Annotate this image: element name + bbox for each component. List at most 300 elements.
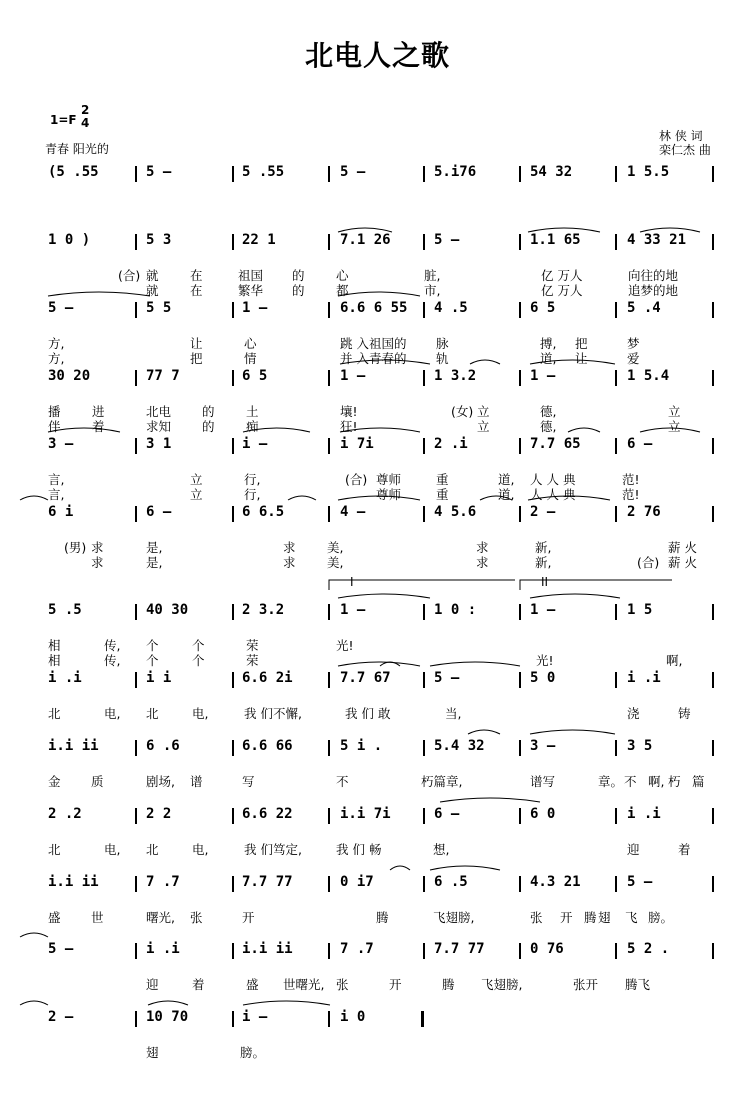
measure: 5.4 32 — [434, 738, 485, 754]
lyric-syllable: 谱写 — [530, 774, 556, 789]
barline — [519, 234, 521, 250]
lyric-syllable: 求 — [283, 555, 296, 570]
measure: 5 — — [434, 670, 460, 686]
measure: 1 5 — [627, 602, 653, 618]
measure: i.i ii — [48, 874, 99, 890]
barline — [135, 808, 137, 824]
measure: 5 — — [627, 874, 653, 890]
measure: 1 5.5 — [627, 164, 670, 180]
lyric-syllable: 荣 — [246, 638, 259, 653]
barline — [328, 876, 330, 892]
barline — [519, 604, 521, 620]
barline — [519, 943, 521, 959]
barline — [712, 808, 714, 824]
barline — [232, 438, 234, 454]
lyric-syllable: 电, — [104, 706, 121, 721]
measure: i .i — [627, 670, 661, 686]
measure: 5 .55 — [242, 164, 285, 180]
lyric-syllable: 铸 — [678, 706, 691, 721]
slur — [440, 798, 540, 802]
lyric-syllable: 土 — [246, 404, 259, 419]
barline — [232, 876, 234, 892]
lyric-syllable: 言, — [48, 487, 65, 502]
barline — [232, 234, 234, 250]
barline — [615, 302, 617, 318]
measure: 40 30 — [146, 602, 189, 618]
lyricist-credit: 林 侠 词 — [659, 129, 703, 143]
barline — [135, 672, 137, 688]
notation-row — [0, 300, 755, 322]
slur — [20, 933, 48, 937]
measure: 2 2 — [146, 806, 172, 822]
lyric-syllable: 谱 — [190, 774, 203, 789]
lyric-syllable: 朽 — [668, 774, 681, 789]
measure: 5 3 — [146, 232, 172, 248]
measure: 6.6 2i — [242, 670, 293, 686]
lyric-syllable: 翅 — [598, 910, 611, 925]
lyric-syllable: 壤! — [340, 404, 358, 419]
barline — [328, 808, 330, 824]
lyric-syllable: 立 — [477, 404, 490, 419]
lyric-syllable: 开 — [560, 910, 573, 925]
lyric-line — [0, 840, 755, 856]
lyric-line — [0, 553, 755, 569]
barline — [135, 438, 137, 454]
measure: 5.i76 — [434, 164, 477, 180]
lyric-line — [0, 1043, 755, 1059]
barline — [423, 740, 425, 756]
slur — [390, 866, 410, 870]
notation-row — [0, 738, 755, 760]
lyric-syllable: 在 — [190, 283, 203, 298]
lyric-syllable: 求 — [91, 555, 104, 570]
volta-1-bracket — [329, 580, 515, 590]
lyric-syllable: 道, — [498, 487, 515, 502]
measure: 6 5 — [530, 300, 556, 316]
barline — [135, 370, 137, 386]
lyric-syllable: 电, — [192, 706, 209, 721]
lyric-syllable: 个 — [146, 638, 159, 653]
barline — [328, 302, 330, 318]
measure: 4 33 21 — [627, 232, 687, 248]
measure: 5 — — [48, 941, 74, 957]
measure: 6.6 66 — [242, 738, 293, 754]
barline — [232, 740, 234, 756]
lyric-syllable: 求 — [283, 540, 296, 555]
measure: 2 .2 — [48, 806, 82, 822]
lyric-syllable: 飞翅膀, — [481, 977, 523, 992]
lyric-syllable: 张 — [336, 977, 349, 992]
measure: 7.7 77 — [242, 874, 293, 890]
measure: 3 5 — [627, 738, 653, 754]
lyric-syllable: 伴 — [48, 419, 61, 434]
measure: 6 5 — [242, 368, 268, 384]
lyric-syllable: 求 — [476, 540, 489, 555]
lyric-syllable: 让 — [190, 336, 203, 351]
lyric-syllable: 章。 — [598, 774, 624, 789]
barline — [328, 506, 330, 522]
lyric-syllable: 腾 — [442, 977, 455, 992]
measure: i — — [242, 436, 268, 452]
notation-row — [0, 941, 755, 963]
measure: 5 2 . — [627, 941, 670, 957]
volta-2-label: II — [541, 575, 549, 589]
barline — [328, 438, 330, 454]
lyric-syllable: 光! — [536, 653, 554, 668]
measure: 5 .4 — [627, 300, 661, 316]
lyric-syllable: 开 — [389, 977, 402, 992]
lyric-syllable: 德, — [540, 419, 557, 434]
lyric-syllable: 心 — [336, 268, 349, 283]
lyric-syllable: 都 — [336, 283, 349, 298]
measure: i .i — [627, 806, 661, 822]
measure: 5 0 — [530, 670, 556, 686]
lyric-syllable: 世 — [91, 910, 104, 925]
barline — [423, 302, 425, 318]
lyric-syllable: 人 人 典 — [530, 472, 576, 487]
lyric-syllable: 情 — [244, 351, 257, 366]
barline — [615, 740, 617, 756]
lyric-syllable: 人 人 典 — [530, 487, 576, 502]
slur — [430, 866, 500, 870]
measure: 1 — — [340, 602, 366, 618]
measure: 1 — — [530, 368, 556, 384]
measure: (5 .55 — [48, 164, 99, 180]
lyric-syllable: 梦 — [627, 336, 640, 351]
measure: 6 0 — [530, 806, 556, 822]
slur — [530, 594, 620, 598]
measure: 1 0 : — [434, 602, 477, 618]
barline — [519, 166, 521, 182]
lyric-syllable: 薪 火 — [668, 555, 697, 570]
measure: 2 — — [48, 1009, 74, 1025]
lyric-syllable: 祖国 — [238, 268, 264, 283]
measure: i — — [242, 1009, 268, 1025]
lyric-syllable: 写 — [242, 774, 255, 789]
lyric-syllable: 北 — [48, 842, 61, 857]
measure: 4 .5 — [434, 300, 468, 316]
barline — [712, 672, 714, 688]
barline — [423, 166, 425, 182]
lyric-syllable: 狂! — [340, 419, 358, 434]
barline — [232, 302, 234, 318]
barline — [519, 808, 521, 824]
barline — [423, 876, 425, 892]
notation-row — [0, 806, 755, 828]
lyric-syllable: 心 — [244, 336, 257, 351]
lyric-syllable: 进 — [92, 404, 105, 419]
lyric-syllable: 搏, — [540, 336, 557, 351]
lyric-syllable: 迎 — [146, 977, 159, 992]
lyric-syllable: 飞 — [625, 910, 638, 925]
measure: 6.6 22 — [242, 806, 293, 822]
barline — [712, 438, 714, 454]
measure: 5 — — [340, 164, 366, 180]
barline — [232, 808, 234, 824]
lyric-syllable: 方, — [48, 351, 65, 366]
measure: 7.7 65 — [530, 436, 581, 452]
notation-row — [0, 164, 755, 186]
lyric-syllable: 追梦的地 — [628, 283, 679, 298]
lyric-line — [0, 538, 755, 554]
barline — [519, 302, 521, 318]
lyric-syllable: 痴 — [246, 419, 259, 434]
lyric-syllable: 张 — [190, 910, 203, 925]
lyric-line — [0, 485, 755, 501]
lyric-syllable: 我 们不懈, — [244, 706, 302, 721]
measure: i.i 7i — [340, 806, 391, 822]
lyric-syllable: 我 们笃定, — [244, 842, 302, 857]
measure: 10 70 — [146, 1009, 189, 1025]
lyric-syllable: 范! — [622, 472, 640, 487]
lyric-syllable: 盛 — [246, 977, 259, 992]
barline — [615, 808, 617, 824]
barline — [423, 604, 425, 620]
lyric-syllable: 的 — [292, 283, 305, 298]
lyric-syllable: 不 — [336, 774, 349, 789]
measure: 3 1 — [146, 436, 172, 452]
tempo-marking: 青春 阳光的 — [45, 142, 109, 156]
lyric-syllable: 新, — [535, 555, 552, 570]
lyric-syllable: 亿 万人 — [541, 268, 583, 283]
measure: 2 — — [530, 504, 556, 520]
lyric-syllable: 道, — [498, 472, 515, 487]
barline — [615, 438, 617, 454]
lyric-syllable: 立 — [190, 487, 203, 502]
barline — [328, 740, 330, 756]
lyric-syllable: 电, — [104, 842, 121, 857]
barline — [328, 370, 330, 386]
lyric-syllable: 传, — [104, 653, 121, 668]
lyric-syllable: 立 — [668, 419, 681, 434]
barline — [712, 943, 714, 959]
lyric-syllable: 着 — [678, 842, 691, 857]
notation-row — [0, 874, 755, 896]
lyric-syllable: 个 — [192, 638, 205, 653]
lyric-syllable: 迎 — [627, 842, 640, 857]
measure: 4 5.6 — [434, 504, 477, 520]
lyric-syllable: 求知 — [146, 419, 172, 434]
barline — [519, 370, 521, 386]
lyric-syllable: 膀。 — [648, 910, 674, 925]
lyric-syllable: 的 — [292, 268, 305, 283]
lyric-syllable: 张开 — [573, 977, 599, 992]
lyric-line — [0, 349, 755, 365]
lyric-syllable: 求 — [476, 555, 489, 570]
lyric-syllable: 立 — [190, 472, 203, 487]
lyric-syllable: 翅 — [146, 1045, 159, 1060]
barline — [328, 166, 330, 182]
barline — [423, 370, 425, 386]
measure: 1 0 ) — [48, 232, 91, 248]
lyric-syllable: 个 — [192, 653, 205, 668]
slur — [243, 1001, 330, 1005]
lyric-syllable: 求 — [91, 540, 104, 555]
measure: 5 — — [146, 164, 172, 180]
lyric-syllable: 向往的地 — [628, 268, 679, 283]
lyric-syllable: (合) — [118, 268, 141, 283]
lyric-syllable: 新, — [535, 540, 552, 555]
lyric-syllable: 膀。 — [240, 1045, 266, 1060]
lyric-syllable: 荣 — [246, 653, 259, 668]
barline — [135, 876, 137, 892]
lyric-syllable: 就 — [146, 283, 159, 298]
lyric-syllable: 篇 — [692, 774, 705, 789]
volta-1-label: I — [350, 575, 354, 589]
time-signature-numerator: 2 — [81, 103, 90, 117]
lyric-syllable: (合) — [637, 555, 660, 570]
barline — [423, 672, 425, 688]
composer-credit: 栾仁杰 曲 — [659, 143, 711, 157]
lyric-syllable: 质 — [91, 774, 104, 789]
measure: 1 — — [530, 602, 556, 618]
measure: 6 .5 — [434, 874, 468, 890]
lyric-line — [0, 704, 755, 720]
barline — [615, 876, 617, 892]
measure: 7.7 77 — [434, 941, 485, 957]
lyric-syllable: 传, — [104, 638, 121, 653]
lyric-syllable: 的 — [202, 404, 215, 419]
barline — [423, 506, 425, 522]
measure: 5 5 — [146, 300, 172, 316]
lyric-syllable: 是, — [146, 555, 163, 570]
barline — [615, 604, 617, 620]
lyric-syllable: 曙光, — [146, 910, 175, 925]
lyric-syllable: 剧场, — [146, 774, 175, 789]
barline — [328, 672, 330, 688]
lyric-syllable: 着 — [92, 419, 105, 434]
measure: i .i — [48, 670, 82, 686]
measure: 5 i . — [340, 738, 383, 754]
barline — [519, 740, 521, 756]
lyric-syllable: 道, — [540, 351, 557, 366]
lyric-syllable: 当, — [445, 706, 462, 721]
barline — [232, 604, 234, 620]
lyric-syllable: 光! — [336, 638, 354, 653]
lyric-syllable: 张 — [530, 910, 543, 925]
measure: 5 .5 — [48, 602, 82, 618]
lyric-syllable: 北 — [146, 706, 159, 721]
lyric-syllable: 繁华 — [238, 283, 264, 298]
barline — [135, 302, 137, 318]
lyric-line — [0, 266, 755, 282]
measure: 6 i — [48, 504, 74, 520]
barline — [423, 943, 425, 959]
measure: i 7i — [340, 436, 374, 452]
measure: 6 — — [146, 504, 172, 520]
barline — [232, 1011, 234, 1027]
barline — [328, 234, 330, 250]
measure: 7.1 26 — [340, 232, 391, 248]
lyric-syllable: 是, — [146, 540, 163, 555]
slur — [338, 594, 430, 598]
measure: 22 1 — [242, 232, 276, 248]
lyric-syllable: 把 — [190, 351, 203, 366]
barline — [328, 1011, 330, 1027]
lyric-syllable: 啊, — [648, 774, 665, 789]
lyric-syllable: 重 — [436, 472, 449, 487]
lyric-syllable: 范! — [622, 487, 640, 502]
barline — [423, 808, 425, 824]
measure: 1 3.2 — [434, 368, 477, 384]
barline — [712, 370, 714, 386]
measure: 1 5.4 — [627, 368, 670, 384]
measure: i 0 — [340, 1009, 366, 1025]
key-signature — [50, 113, 77, 127]
lyric-syllable: 金 — [48, 774, 61, 789]
lyric-syllable: 并 入青春的 — [340, 351, 407, 366]
lyric-syllable: 北 — [48, 706, 61, 721]
lyric-line — [0, 651, 755, 667]
lyric-syllable: 把 — [575, 336, 588, 351]
lyric-syllable: 朽篇章, — [421, 774, 463, 789]
barline — [712, 234, 714, 250]
lyric-syllable: 想, — [433, 842, 450, 857]
slur — [468, 730, 500, 734]
slur — [530, 730, 615, 734]
lyric-syllable: (男) — [64, 540, 87, 555]
slur — [20, 1001, 48, 1005]
lyric-line — [0, 402, 755, 418]
lyric-syllable: 言, — [48, 472, 65, 487]
measure: 6 .6 — [146, 738, 180, 754]
lyric-syllable: 薪 火 — [668, 540, 697, 555]
lyric-line — [0, 975, 755, 991]
lyric-line — [0, 470, 755, 486]
lyric-syllable: (女) — [451, 404, 474, 419]
lyric-syllable: 我 们 敢 — [345, 706, 391, 721]
measure: 5 — — [434, 232, 460, 248]
measure: 2 76 — [627, 504, 661, 520]
lyric-syllable: 我 们 畅 — [336, 842, 382, 857]
barline — [615, 943, 617, 959]
measure: 4.3 21 — [530, 874, 581, 890]
measure: 5 — — [48, 300, 74, 316]
barline — [615, 506, 617, 522]
lyric-syllable: 北 — [146, 842, 159, 857]
measure: 0 i7 — [340, 874, 374, 890]
measure: i .i — [146, 941, 180, 957]
barline — [519, 876, 521, 892]
lyric-line — [0, 334, 755, 350]
measure: 6 6.5 — [242, 504, 285, 520]
notation-row — [0, 670, 755, 692]
notation-row — [0, 232, 755, 254]
barline — [423, 438, 425, 454]
lyric-syllable: 开 — [242, 910, 255, 925]
lyric-syllable: 德, — [540, 404, 557, 419]
barline — [232, 672, 234, 688]
measure: 0 76 — [530, 941, 564, 957]
lyric-syllable: 重 — [436, 487, 449, 502]
lyric-syllable: 立 — [668, 404, 681, 419]
lyric-syllable: 就 — [146, 268, 159, 283]
barline — [232, 166, 234, 182]
measure: 1 — — [242, 300, 268, 316]
lyric-syllable: 爱 — [627, 351, 640, 366]
measure: i.i ii — [48, 738, 99, 754]
barline — [615, 166, 617, 182]
barline — [135, 604, 137, 620]
barline — [135, 943, 137, 959]
lyric-syllable: 跳 入祖国的 — [340, 336, 407, 351]
lyric-syllable: 在 — [190, 268, 203, 283]
lyric-syllable: 脏, — [424, 268, 441, 283]
lyric-syllable: 让 — [575, 351, 588, 366]
notation-row — [0, 436, 755, 458]
final-barline — [421, 1011, 424, 1027]
lyric-line — [0, 636, 755, 652]
